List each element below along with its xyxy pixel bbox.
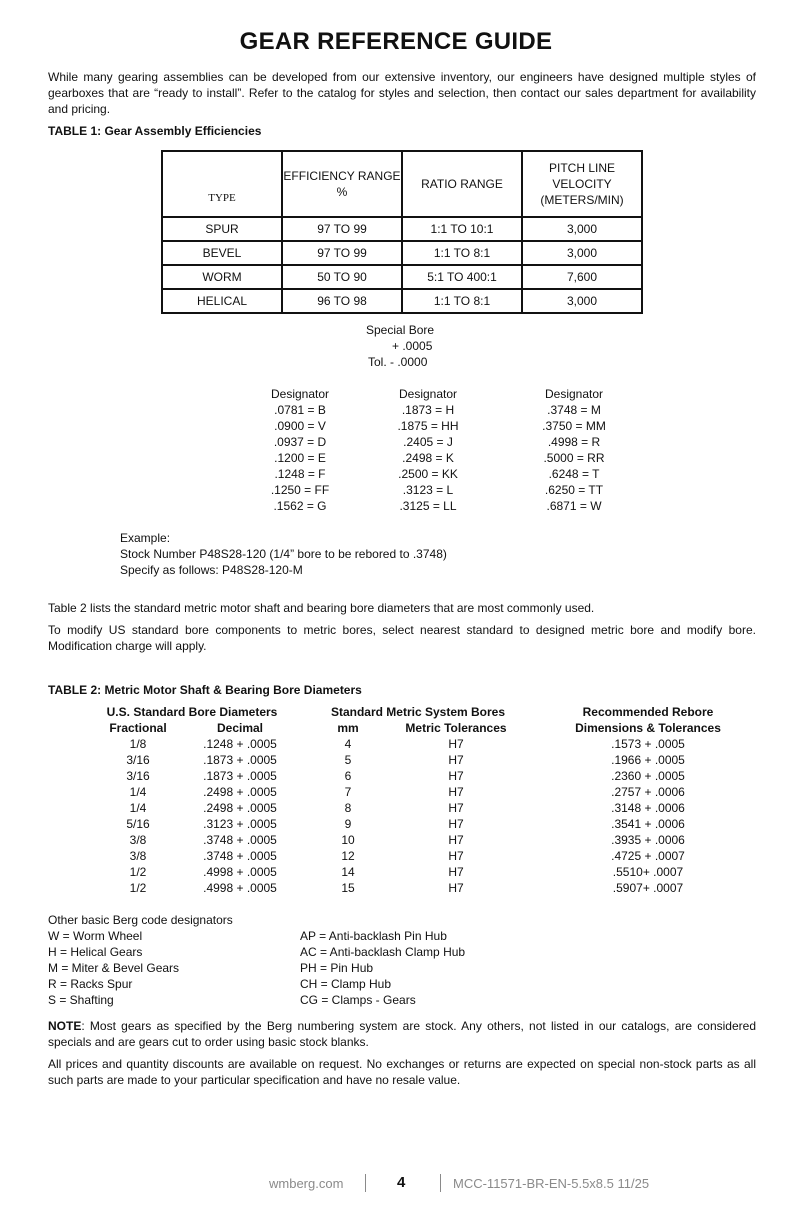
list-item: 6: [344, 769, 352, 783]
code-item: PH = Pin Hub: [300, 961, 374, 975]
list-item: 7: [344, 785, 352, 799]
list-item: H7: [448, 753, 464, 767]
list-item: 1/2: [129, 865, 147, 879]
codes-title: Other basic Berg code designators: [48, 913, 233, 927]
designator-item: .0781 = B: [274, 403, 326, 417]
list-item: 9: [344, 817, 352, 831]
table-row: [162, 217, 642, 241]
header-type: TYPE: [162, 151, 282, 217]
list-item: H7: [448, 737, 464, 751]
code-item: H = Helical Gears: [48, 945, 143, 959]
example-line-1: Stock Number P48S28-120 (1/4” bore to be rebored to .3748): [120, 547, 447, 561]
col-tolerance-header: Metric Tolerances: [405, 721, 507, 735]
cell-efficiency: 97 TO 99: [282, 241, 402, 265]
page-title: GEAR REFERENCE GUIDE: [239, 28, 553, 55]
list-item: .1873 + .0005: [203, 753, 277, 767]
list-item: 8: [344, 801, 352, 815]
footer-page-number: 4: [397, 1174, 406, 1191]
intro-paragraph: While many gearing assemblies can be developed from our extensive inventory, our engineers have designed multiple styles of gearboxes that are “ready to install”. Refer to the catalog for styles and selection, then contact our sales department for availability and pricing.: [48, 70, 756, 116]
code-item: AC = Anti-backlash Clamp Hub: [300, 945, 466, 959]
list-item: 5: [344, 753, 352, 767]
list-item: 1/8: [129, 737, 147, 751]
designator-item: .3123 = L: [402, 483, 454, 497]
codes-right-list: [300, 928, 465, 1008]
fractional-column: [98, 736, 178, 896]
designator-header: Designator: [270, 387, 330, 401]
designator-item: .1250 = FF: [270, 483, 330, 497]
designator-item: .3750 = MM: [542, 419, 606, 433]
list-item: 14: [341, 865, 355, 879]
designator-item: .0900 = V: [274, 419, 326, 433]
footer-catalog-code: MCC-11571-BR-EN-5.5x8.5 11/25: [453, 1176, 650, 1191]
designator-item: .5000 = RR: [543, 451, 605, 465]
list-item: .3148 + .0006: [611, 801, 685, 815]
list-item: .2498 + .0005: [203, 785, 277, 799]
footer-website: wmberg.com: [269, 1176, 344, 1191]
cell-ratio: 5:1 TO 400:1: [402, 265, 522, 289]
col-decimal-header: Decimal: [216, 721, 264, 735]
rebore-column: [548, 736, 748, 896]
list-item: .2360 + .0005: [611, 769, 685, 783]
cell-ratio: 1:1 TO 8:1: [402, 289, 522, 313]
designator-item: .1248 = F: [274, 467, 326, 481]
cell-efficiency: 97 TO 99: [282, 217, 402, 241]
table-row: [162, 289, 642, 313]
list-item: H7: [448, 801, 464, 815]
list-item: 3/8: [129, 833, 147, 847]
table1-header-row: [162, 151, 642, 217]
code-item: W = Worm Wheel: [48, 929, 143, 943]
cell-ratio: 1:1 TO 8:1: [402, 241, 522, 265]
designator-item: .1873 = H: [401, 403, 455, 417]
list-item: .2757 + .0006: [611, 785, 685, 799]
note-text: : Most gears as specified by the Berg numbering system are stock. Any others, not listed in our catalogs, are considered specials and are gears cut to order using basic stock blanks.: [48, 1019, 756, 1049]
cell-velocity: 3,000: [522, 217, 642, 241]
designator-item: .6250 = TT: [544, 483, 604, 497]
designator-item: .0937 = D: [273, 435, 327, 449]
list-item: .1573 + .0005: [611, 737, 685, 751]
col-fractional-header: Fractional: [109, 721, 167, 735]
designator-item: .3125 = LL: [399, 499, 457, 513]
group-metric-header: Standard Metric System Bores: [330, 705, 506, 719]
designator-item: .6248 = T: [548, 467, 600, 481]
list-item: 1/4: [129, 801, 147, 815]
list-item: .3748 + .0005: [203, 833, 277, 847]
code-item: S = Shafting: [48, 993, 114, 1007]
list-item: 5/16: [126, 817, 150, 831]
list-item: 4: [344, 737, 352, 751]
cell-efficiency: 96 TO 98: [282, 289, 402, 313]
list-item: .3541 + .0006: [611, 817, 685, 831]
header-velocity: PITCH LINE VELOCITY (METERS/MIN): [522, 151, 642, 217]
note-label: NOTE: [48, 1019, 82, 1033]
designator-item: .2405 = J: [403, 435, 453, 449]
list-item: 3/16: [126, 769, 150, 783]
list-item: .3935 + .0006: [611, 833, 685, 847]
designator-column: [368, 386, 488, 514]
cell-velocity: 7,600: [522, 265, 642, 289]
example-label: Example:: [120, 531, 171, 545]
table2-caption: TABLE 2: Metric Motor Shaft & Bearing Bore Diameters: [48, 683, 362, 697]
list-item: .4998 + .0005: [203, 865, 277, 879]
table-row: [162, 265, 642, 289]
list-item: 3/8: [129, 849, 147, 863]
list-item: H7: [448, 881, 464, 895]
mm-column: [318, 736, 378, 896]
list-item: 15: [341, 881, 355, 895]
designator-header: Designator: [544, 387, 604, 401]
designator-item: .4998 = R: [547, 435, 601, 449]
code-item: CH = Clamp Hub: [300, 977, 392, 991]
code-item: AP = Anti-backlash Pin Hub: [300, 929, 447, 943]
group-us-header: U.S. Standard Bore Diameters: [106, 705, 278, 719]
designator-column: [514, 386, 634, 514]
list-item: 1/2: [129, 881, 147, 895]
group-rebore-header: Recommended Rebore: [582, 705, 714, 719]
header-efficiency: EFFICIENCY RANGE %: [282, 151, 402, 217]
list-item: 10: [341, 833, 355, 847]
list-item: .1966 + .0005: [611, 753, 685, 767]
list-item: H7: [448, 833, 464, 847]
designator-item: .6871 = W: [546, 499, 602, 513]
header-ratio: RATIO RANGE: [402, 151, 522, 217]
list-item: 1/4: [129, 785, 147, 799]
gear-efficiency-table: [161, 150, 643, 314]
list-item: H7: [448, 769, 464, 783]
designator-item: .1875 = HH: [397, 419, 459, 433]
special-bore-title: Special Bore: [366, 323, 435, 337]
cell-ratio: 1:1 TO 10:1: [402, 217, 522, 241]
list-item: H7: [448, 849, 464, 863]
footer-divider: [365, 1174, 366, 1192]
list-item: .5907+ .0007: [612, 881, 684, 895]
list-item: .2498 + .0005: [203, 801, 277, 815]
list-item: .1248 + .0005: [203, 737, 277, 751]
list-item: H7: [448, 817, 464, 831]
cell-type: HELICAL: [162, 289, 282, 313]
designator-item: .1200 = E: [274, 451, 326, 465]
list-item: H7: [448, 785, 464, 799]
col-rebore-header: Dimensions & Tolerances: [575, 721, 721, 735]
cell-velocity: 3,000: [522, 241, 642, 265]
cell-efficiency: 50 TO 90: [282, 265, 402, 289]
code-item: CG = Clamps - Gears: [300, 993, 416, 1007]
note-paragraph: [48, 1018, 756, 1050]
list-item: 12: [341, 849, 355, 863]
list-item: .4725 + .0007: [611, 849, 685, 863]
cell-type: BEVEL: [162, 241, 282, 265]
list-item: .5510+ .0007: [612, 865, 684, 879]
list-item: .3748 + .0005: [203, 849, 277, 863]
cell-velocity: 3,000: [522, 289, 642, 313]
example-line-2: Specify as follows: P48S28-120-M: [120, 563, 303, 577]
special-bore-plus: + .0005: [392, 339, 433, 353]
cell-type: SPUR: [162, 217, 282, 241]
modify-paragraph: To modify US standard bore components to metric bores, select nearest standard to designed metric bore and modify bore. Modification charge will apply.: [48, 623, 756, 653]
decimal-column: [190, 736, 290, 896]
codes-left-list: [48, 928, 179, 1008]
cell-type: WORM: [162, 265, 282, 289]
code-item: M = Miter & Bevel Gears: [48, 961, 180, 975]
table-row: [162, 241, 642, 265]
list-item: H7: [448, 865, 464, 879]
designator-item: .2500 = KK: [398, 467, 458, 481]
tolerance-column: [396, 736, 516, 896]
designator-header: Designator: [398, 387, 458, 401]
special-bore-tolerance: Tol. - .0000: [368, 355, 428, 369]
designator-column: [240, 386, 360, 514]
designator-item: .1562 = G: [273, 499, 327, 513]
designator-item: .2498 = K: [402, 451, 454, 465]
list-item: .3123 + .0005: [203, 817, 277, 831]
table1-caption: TABLE 1: Gear Assembly Efficiencies: [48, 124, 262, 138]
footer-divider: [440, 1174, 441, 1192]
col-mm-header: mm: [337, 721, 359, 735]
list-item: .1873 + .0005: [203, 769, 277, 783]
prices-paragraph: All prices and quantity discounts are available on request. No exchanges or returns are expected on special non-stock parts as all such parts are made to your particular specification and have no resale value.: [48, 1057, 756, 1087]
list-item: 3/16: [126, 753, 150, 767]
list-item: .4998 + .0005: [203, 881, 277, 895]
table2-intro: Table 2 lists the standard metric motor shaft and bearing bore diameters that are most commonly used.: [48, 601, 595, 615]
code-item: R = Racks Spur: [48, 977, 133, 991]
designator-item: .3748 = M: [547, 403, 601, 417]
